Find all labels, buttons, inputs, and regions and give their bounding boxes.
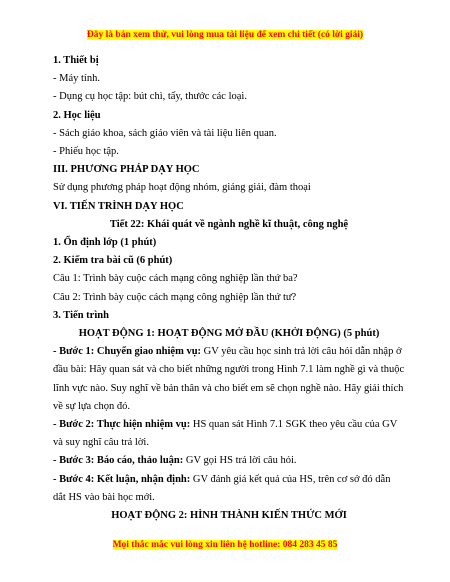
materials-item: - Phiếu học tập. (53, 146, 119, 158)
equipment-item: - Máy tính. (53, 73, 100, 85)
activity-2-title: HOẠT ĐỘNG 2: HÌNH THÀNH KIẾN THỨC MỚI (111, 510, 347, 522)
step-1-text: GV yêu cầu học sinh trả lời câu hỏi dẫn nhập ở đầu bài: Hãy quan sát và cho biết những người trong Hình 7.1 làm nghề gì và thuộc lĩnh vực nào. Suy nghĩ về bản thân và cho biết em sẽ chọn nghề nào. Hãy giải thích về sự lựa chọn đó. (53, 346, 405, 412)
process-title: 3. Tiến trình (53, 309, 109, 321)
footer-banner (0, 534, 450, 552)
activity-1-step-4 (53, 471, 405, 507)
header-banner-text: Đây là bản xem thử, vui lòng mua tài liệu để xem chi tiết (có lời giải) (86, 30, 364, 40)
activity-1-step-2 (53, 416, 405, 452)
activity-1-step-1 (53, 343, 405, 416)
class-stabilize-title: 1. Ổn định lớp (1 phút) (53, 237, 157, 249)
methods-heading: III. PHƯƠNG PHÁP DẠY HỌC (53, 164, 200, 176)
lesson-title: Tiết 22: Khái quát về ngành nghề kĩ thuật, công nghệ (109, 218, 349, 230)
activity-1-step-3 (53, 452, 405, 470)
step-3-text: GV gọi HS trả lời câu hỏi. (183, 455, 297, 467)
step-4-text: GV đánh giá kết quả của HS, trên cơ sở đó dẫn dắt HS vào bài học mới. (53, 473, 391, 503)
section-equipment-title: 1. Thiết bị (53, 55, 99, 66)
step-2-label: - Bước 2: Thực hiện nhiệm vụ: (53, 419, 191, 431)
document-body (53, 52, 405, 525)
header-banner (0, 24, 450, 42)
step-4-label: - Bước 4: Kết luận, nhận định: (53, 473, 191, 485)
equipment-item: - Dụng cụ học tập: bút chì, tẩy, thước các loại. (53, 91, 247, 103)
step-3-label: - Bước 3: Báo cáo, thảo luận: (53, 455, 184, 467)
section-materials-title: 2. Học liệu (53, 109, 101, 121)
review-question-1: Câu 1: Trình bày cuộc cách mạng công nghiệp lần thứ ba? (53, 273, 298, 285)
methods-text: Sử dụng phương pháp hoạt động nhóm, giảng giải, đàm thoại (53, 182, 311, 194)
step-2-text: HS quan sát Hình 7.1 SGK theo yêu cầu của GV và suy nghĩ câu trả lời. (53, 419, 398, 449)
teaching-process-heading: VI. TIẾN TRÌNH DẠY HỌC (53, 200, 184, 212)
activity-1-title: HOẠT ĐỘNG 1: HOẠT ĐỘNG MỞ ĐẦU (KHỞI ĐỘNG) (5 phút) (78, 328, 380, 340)
step-1-label: - Bước 1: Chuyển giao nhiệm vụ: (53, 346, 202, 358)
materials-item: - Sách giáo khoa, sách giáo viên và tài liệu liên quan. (53, 127, 277, 139)
review-question-2: Câu 2: Trình bày cuộc cách mạng công nghiệp lần thứ tư? (53, 291, 297, 303)
footer-banner-text: Mọi thắc mắc vui lòng xin liên hệ hotline: 084 283 45 85 (112, 540, 338, 550)
review-title: 2. Kiểm tra bài cũ (6 phút) (53, 255, 173, 267)
